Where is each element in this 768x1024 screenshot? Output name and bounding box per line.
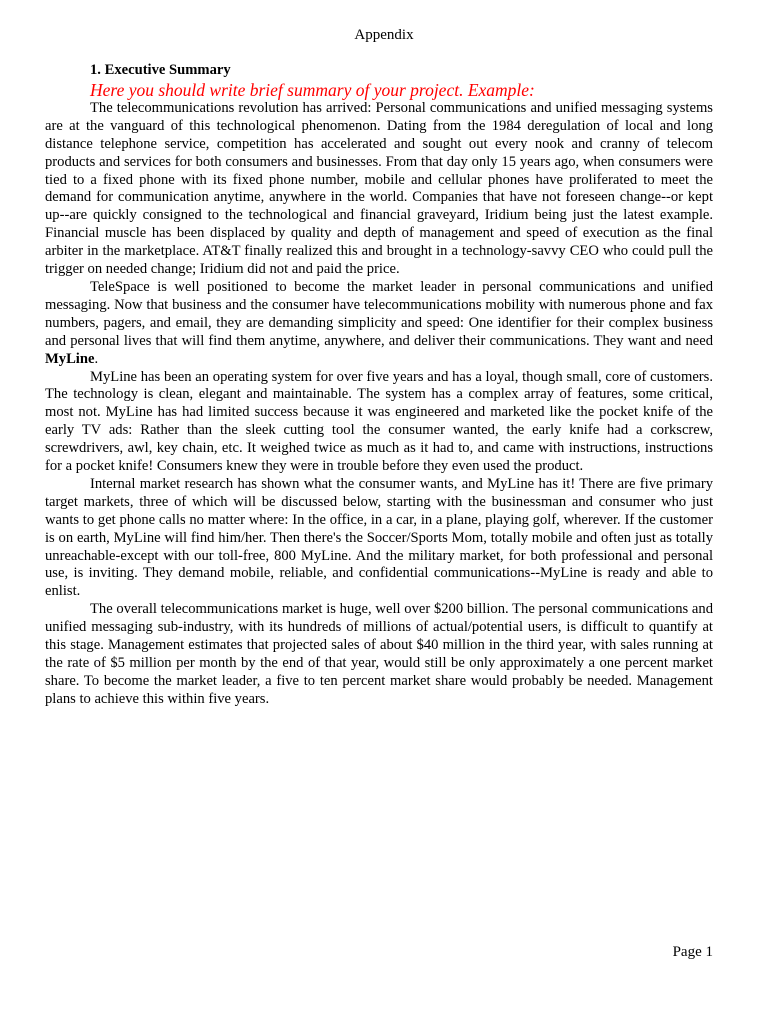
- paragraph-telespace-position: [45, 279, 713, 369]
- product-name: MyLine: [45, 350, 95, 367]
- paragraph-myline-history: MyLine has been an operating system for over five years and has a loyal, though small, core of customers. The technology is clean, elegant and maintainable. The system has a complex array of features, some critical, most not. MyLine has had limited success because it was engineered and marketed like the pocket knife of the early TV ads: Rather than the sleek cutting tool the consumer wanted, the early knife had a corkscrew, screwdrivers, awl, key chain, etc. It weighed twice as much as it had to, and came with instructions, instructions for a pocket knife! Consumers knew they were in trouble before they even used the product.: [45, 368, 713, 475]
- executive-summary-section: [45, 62, 713, 709]
- paragraph-market-research: Internal market research has shown what the consumer wants, and MyLine has it! There are five primary target markets, three of which will be discussed below, starting with the businessman and consumer who just wants to get phone calls no matter where: In the office, in a car, in a plane, playing golf, wherever. If the customer is on earth, MyLine will find him/her. Then there's the Soccer/Sports Mom, totally mobile and often just as totally unreachable-except with our toll-free, 800 MyLine. And the military market, for both professional and personal use, is inviting. They demand mobile, reliable, and confidential communications--MyLine is ready and able to enlist.: [45, 475, 713, 600]
- paragraph-market-size: The overall telecommunications market is huge, well over $200 billion. The personal communications and unified messaging sub-industry, with its hundreds of millions of actual/potential users, is difficult to quantify at this stage. Management estimates that projected sales of about $40 million in the third year, with sales running at the rate of $5 million per month by the end of that year, would still be only approximately a one percent market share. To become the market leader, a five to ten percent market share would probably be needed. Management plans to achieve this within five years.: [45, 601, 713, 707]
- section-heading: 1. Executive Summary: [90, 62, 231, 78]
- paragraph-end: .: [94, 350, 99, 367]
- page-title: Appendix: [354, 27, 414, 43]
- instruction-note: Here you should write brief summary of your project. Example:: [90, 79, 535, 100]
- paragraph-text: TeleSpace is well positioned to become the market leader in personal communications and unified messaging. Now that business and the consumer have telecommunications mobility with numerous phone and fax numbers, pagers, and email, they are demanding simplicity and speed: One identifier for their complex business and personal lives that will find them anytime, anywhere, and deliver their communications. They want and need: [45, 278, 713, 349]
- paragraph-telecom-revolution: The telecommunications revolution has arrived: Personal communications and unified messaging systems are at the vanguard of this technological phenomenon. Dating from the 1984 deregulation of local and long distance telephone service, competition has accelerated and sought out every nook and cranny of telecom products and services for both consumers and businesses. From that day only 15 years ago, when consumers were tied to a fixed phone with its fixed phone number, mobile and cellular phones have proliferated to meet the demand for communication anytime, anywhere in the world. Companies that have not foreseen change--or kept up--are quickly consigned to the technological and financial graveyard, Iridium being just the latest example. Financial muscle has been displaced by quality and depth of management and speed of execution as the final arbiter in the marketplace. AT&T finally realized this and brought in a technology-savvy CEO who could pull the trigger on needed change; Iridium did not and paid the price.: [45, 99, 713, 278]
- page-number: Page 1: [672, 944, 713, 960]
